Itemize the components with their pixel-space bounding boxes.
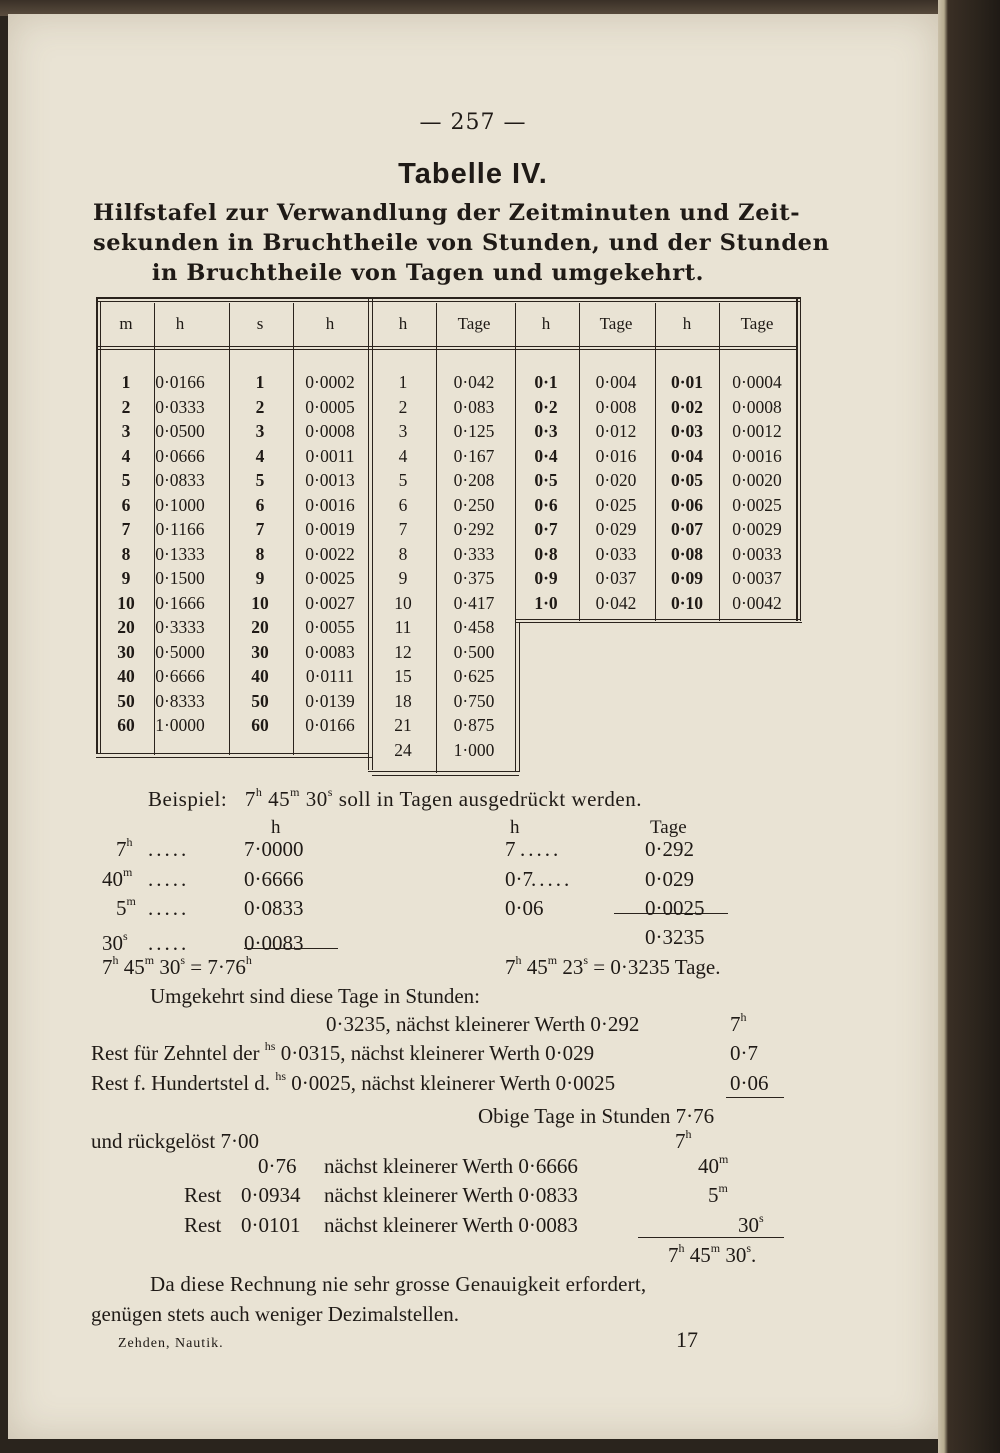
left-total-value: 7·76 (207, 955, 246, 979)
hundredth-hour-cell: 0·09 (670, 568, 704, 588)
minute-cell: 5 (121, 470, 131, 490)
second-hours-cell: 0·0139 (305, 690, 355, 711)
reverse-detail-value: 0·76 (258, 1154, 297, 1178)
example-left-value: 0·0083 (244, 931, 304, 955)
hour-cell: 3 (398, 421, 408, 441)
minsec-bottom-rule-2 (96, 757, 372, 758)
header-rule-2 (98, 349, 798, 350)
final-sup-m: m (710, 1241, 721, 1255)
decimal-bottom-rule-2 (515, 622, 802, 623)
minute-hours-cell: 1·0000 (155, 715, 205, 735)
sup-h: h (255, 785, 263, 799)
table-header-7: Tage (599, 314, 633, 333)
hour-cell: 7 (398, 519, 408, 539)
hour-days-cell: 0·417 (453, 592, 495, 613)
minute-cell: 1 (121, 372, 131, 392)
minute-cell: 60 (117, 715, 135, 735)
reverse-row-2-text: nächst kleinerer Werth 0·029 (350, 1041, 595, 1065)
sup-m4: m (547, 953, 558, 967)
minute-cell: 2 (121, 396, 131, 417)
hundredth-hour-cell: 0·01 (670, 372, 704, 392)
second-hours-cell: 0·0022 (305, 543, 355, 564)
hundredth-hour-cell: 0·10 (670, 592, 704, 613)
reverse-detail-text: nächst kleinerer Werth 0·0083 (324, 1213, 578, 1237)
minute-hours-cell: 0·3333 (155, 617, 205, 637)
reverse-row-1-result (730, 1012, 747, 1037)
table-header-5: Tage (457, 314, 491, 333)
minute-cell: 20 (117, 617, 135, 637)
second-cell: 8 (255, 543, 265, 564)
second-hours-cell: 0·0005 (305, 396, 355, 417)
second-hours-cell: 0·0002 (305, 372, 355, 392)
book-page (8, 14, 938, 1439)
right-sum: 0·3235 (645, 925, 705, 949)
second-hours-cell: 0·0111 (305, 666, 355, 686)
second-cell: 5 (255, 470, 265, 490)
right-total (505, 955, 720, 980)
minute-cell: 8 (121, 543, 131, 564)
example-left-dots: ..... (148, 896, 190, 920)
table-header-2: s (256, 314, 264, 333)
hundredth-days-cell: 0·0020 (732, 470, 782, 490)
tenth-hour-cell: 0·5 (534, 470, 558, 490)
minute-hours-cell: 0·6666 (155, 666, 205, 686)
second-hours-cell: 0·0027 (305, 592, 355, 613)
hours-bottom-rule (368, 771, 519, 772)
hour-days-cell: 0·125 (453, 421, 495, 441)
minute-hours-cell: 0·0333 (155, 396, 205, 417)
hundredth-days-cell: 0·0016 (732, 445, 782, 466)
example-seconds: 30 (305, 787, 328, 811)
hour-days-cell: 0·208 (453, 470, 495, 490)
right-total-m: 45 (526, 955, 548, 979)
example-right-dots: ..... (531, 867, 573, 891)
sup-h4: h (515, 953, 522, 967)
tenth-hour-cell: 0·8 (534, 543, 558, 564)
final-m: 45 (689, 1243, 711, 1267)
reverse-detail-value: 0·0934 (241, 1183, 301, 1207)
second-hours-cell: 0·0166 (305, 715, 355, 735)
hour-cell: 1 (398, 372, 408, 392)
example-right-hours: 0·06 (505, 896, 544, 920)
right-total-s: 23 (562, 955, 584, 979)
second-cell: 4 (255, 445, 265, 466)
second-cell: 7 (255, 519, 265, 539)
example-minutes: 45 (268, 787, 291, 811)
conversion-table (8, 14, 938, 774)
hundredth-hour-cell: 0·08 (670, 543, 704, 564)
hour-days-cell: 0·167 (453, 445, 495, 466)
hundredth-days-cell: 0·0037 (732, 568, 782, 588)
col-label-h-left: h (271, 817, 281, 838)
hundredth-hour-cell: 0·07 (670, 519, 704, 539)
minute-hours-cell: 0·0500 (155, 421, 205, 441)
hour-days-cell: 0·042 (453, 372, 495, 392)
table-top-rule (96, 297, 800, 299)
sup-m: m (290, 785, 301, 799)
second-hours-cell: 0·0016 (305, 494, 355, 515)
subtitle-line-1: Hilfstafel zur Verwandlung der Zeitminuten und Zeit- (93, 200, 801, 226)
minute-cell: 3 (121, 421, 131, 441)
minute-hours-cell: 0·0666 (155, 445, 205, 466)
example-left-dots: ..... (148, 837, 190, 861)
reverse-row-2-value: 0·0315, (280, 1041, 346, 1065)
example-intro (148, 787, 642, 812)
example-left-dots: ..... (148, 931, 190, 955)
rueck-line: und rückgelöst 7·00 (91, 1129, 259, 1153)
subtitle-line-2: sekunden in Bruchtheile von Stunden, und der Stunden (93, 230, 830, 256)
minute-cell: 30 (117, 641, 135, 662)
second-hours-cell: 0·0019 (305, 519, 355, 539)
hour-cell: 10 (394, 592, 412, 613)
hours-bottom-rule-2 (372, 775, 519, 776)
sup-h3: h (245, 953, 252, 967)
reverse-detail-result: 40$^m$ (698, 1152, 729, 1178)
tenth-days-cell: 0·042 (595, 592, 637, 613)
example-left-label: 7$^h$ (116, 835, 133, 861)
hour-days-cell: 0·375 (453, 568, 495, 588)
footer-author: Zehden, Nautik. (118, 1336, 224, 1351)
example-right-days: 0·0025 (645, 896, 705, 920)
table-top-rule-inner (96, 301, 800, 302)
minsec-bottom-rule (96, 753, 368, 754)
example-right-days: 0·029 (645, 867, 694, 891)
decimal-bottom-rule (515, 619, 800, 620)
obige-line: Obige Tage in Stunden 7·76 (478, 1104, 715, 1128)
hour-days-cell: 0·750 (453, 690, 495, 711)
rueck-res: 7 (675, 1129, 686, 1153)
reverse-row-2-pre: Rest für Zehntel der (91, 1041, 260, 1065)
book-spine (938, 0, 1000, 1453)
tenth-hour-cell: 0·9 (534, 568, 558, 588)
col-label-tage: Tage (650, 817, 687, 838)
reverse-row-1-text: nächst kleinerer Werth 0·292 (396, 1012, 640, 1036)
reverse-row-3-result: 0·06 (730, 1071, 769, 1095)
hour-days-cell: 0·333 (453, 543, 495, 564)
example-right-hours: 7 (505, 837, 516, 861)
closing-line-1: Da diese Rechnung nie sehr grosse Genauigkeit erfordert, (150, 1272, 647, 1296)
table-header-6: h (541, 314, 551, 333)
r1-res: 7 (730, 1012, 741, 1036)
reverse-detail-pre: Rest (184, 1213, 222, 1237)
tenth-days-cell: 0·016 (595, 445, 637, 466)
reverse-detail-text: nächst kleinerer Werth 0·0833 (324, 1183, 578, 1207)
hour-days-cell: 1·000 (453, 739, 495, 760)
left-total: 7$^h$ 45$^m$ $30^s = 7\cdot 76^h$ (102, 953, 252, 979)
second-cell: 30 (251, 641, 269, 662)
hour-days-cell: 0·875 (453, 715, 495, 735)
tenth-days-cell: 0·020 (595, 470, 637, 490)
reverse-detail-text: nächst kleinerer Werth 0·6666 (324, 1154, 578, 1178)
example-right-days: 0·292 (645, 837, 694, 861)
hundredth-days-cell: 0·0025 (732, 494, 782, 515)
rueck-sup: h (685, 1127, 692, 1141)
tenth-hour-cell: 0·7 (534, 519, 558, 539)
r1-sup: h (740, 1010, 747, 1024)
sup-h2: h (112, 953, 119, 967)
final-s: 30 (725, 1243, 747, 1267)
example-left-label: 5$^m$ (116, 894, 136, 920)
hundredth-days-cell: 0·0033 (732, 543, 782, 564)
left-total-h: 7 (102, 955, 113, 979)
reverse-row-3-text: nächst kleinerer Werth 0·0025 (361, 1071, 616, 1095)
right-total-value: = 0·3235 Tage. (593, 955, 721, 979)
hour-cell: 15 (394, 666, 412, 686)
example-right-hours: 0·7 (505, 867, 533, 891)
hour-cell: 21 (394, 715, 412, 735)
second-cell: 2 (255, 396, 265, 417)
reverse-detail-pre: Rest (184, 1183, 222, 1207)
hour-cell: 8 (398, 543, 408, 564)
closing-line-2: genügen stets auch weniger Dezimalstellen. (91, 1302, 459, 1326)
tenth-days-cell: 0·033 (595, 543, 637, 564)
second-hours-cell: 0·0008 (305, 421, 355, 441)
reverse-row-2-result: 0·7 (730, 1041, 758, 1065)
hour-days-cell: 0·625 (453, 666, 495, 686)
table-header-0: m (119, 314, 133, 333)
minute-cell: 4 (121, 445, 131, 466)
table-header-1: h (175, 314, 185, 333)
minute-cell: 6 (121, 494, 131, 515)
second-cell: 6 (255, 494, 265, 515)
second-hours-cell: 0·0083 (305, 641, 355, 662)
second-cell: 9 (255, 568, 265, 588)
example-left-value: 0·6666 (244, 867, 304, 891)
final-sup-h: h (678, 1241, 685, 1255)
hour-days-cell: 0·500 (453, 641, 495, 662)
hour-cell: 11 (394, 617, 412, 637)
sup-s: s (327, 785, 333, 799)
reverse-row-1 (326, 1012, 639, 1037)
hundredth-days-cell: 0·0042 (732, 592, 782, 613)
minute-hours-cell: 0·5000 (155, 641, 205, 662)
table-header-4: h (398, 314, 408, 333)
hour-cell: 6 (398, 494, 408, 515)
hour-cell: 9 (398, 568, 408, 588)
header-rule (98, 346, 798, 347)
hour-days-cell: 0·083 (453, 396, 495, 417)
second-cell: 1 (255, 372, 265, 392)
second-hours-cell: 0·0055 (305, 617, 355, 637)
minute-hours-cell: 0·0833 (155, 470, 205, 490)
example-left-label: 30$^s$ (102, 929, 128, 955)
minute-hours-cell: 0·1000 (155, 494, 205, 515)
right-total-h: 7 (505, 955, 516, 979)
tenth-hour-cell: 0·4 (534, 445, 558, 466)
example-hours: 7 (244, 787, 256, 811)
example-right-dots: ..... (520, 837, 562, 861)
final-result: 7$^h$ 45$^m$ 30$^s$. (668, 1241, 757, 1267)
hour-cell: 18 (394, 690, 412, 711)
minute-cell: 7 (121, 519, 131, 539)
final-h: 7 (668, 1243, 679, 1267)
tenth-hour-cell: 1·0 (534, 592, 558, 613)
second-cell: 10 (251, 592, 269, 613)
col-label-h-right: h (510, 817, 520, 838)
hour-cell: 12 (394, 641, 412, 662)
minute-hours-cell: 0·1500 (155, 568, 205, 588)
tenth-hour-cell: 0·6 (534, 494, 558, 515)
final-sup-s: s (746, 1241, 752, 1255)
hundredth-hour-cell: 0·03 (670, 421, 704, 441)
minute-hours-cell: 0·8333 (155, 690, 205, 711)
reverse-detail-result: 5$^m$ (708, 1181, 728, 1207)
second-cell: 60 (251, 715, 269, 735)
example-label: Beispiel: (148, 787, 228, 811)
rueck-result (675, 1129, 692, 1154)
tenth-hour-cell: 0·1 (534, 372, 558, 392)
second-cell: 3 (255, 421, 265, 441)
tenth-days-cell: 0·008 (595, 396, 637, 417)
hour-cell: 24 (394, 739, 412, 760)
minute-cell: 50 (117, 690, 135, 711)
tenth-days-cell: 0·029 (595, 519, 637, 539)
reverse-row-3-presup: hs (275, 1069, 286, 1083)
minute-cell: 10 (117, 592, 135, 613)
hundredth-hour-cell: 0·06 (670, 494, 704, 515)
hour-cell: 5 (398, 470, 408, 490)
hour-days-cell: 0·292 (453, 519, 495, 539)
reverse-intro: Umgekehrt sind diese Tage in Stunden: (150, 984, 481, 1008)
example-intro-rest: soll in Tagen ausgedrückt werden. (338, 787, 642, 811)
sup-s4: s (583, 953, 589, 967)
example-left-value: 0·0833 (244, 896, 304, 920)
second-hours-cell: 0·0011 (305, 445, 355, 466)
tenth-days-cell: 0·037 (595, 568, 637, 588)
hundredth-days-cell: 0·0012 (732, 421, 782, 441)
hour-cell: 4 (398, 445, 408, 466)
reverse-detail-result: 30$^s$ (738, 1211, 764, 1237)
table-header-3: h (325, 314, 335, 333)
hundredth-days-cell: 0·0008 (732, 396, 782, 417)
second-cell: 40 (251, 666, 269, 686)
hour-cell: 2 (398, 396, 408, 417)
second-cell: 50 (251, 690, 269, 711)
second-hours-cell: 0·0013 (305, 470, 355, 490)
reverse-detail-value: 0·0101 (241, 1213, 301, 1237)
table-title: Tabelle IV. (398, 158, 548, 190)
minute-cell: 9 (121, 568, 131, 588)
minute-cell: 40 (117, 666, 135, 686)
table-header-9: Tage (740, 314, 774, 333)
minute-hours-cell: 0·1666 (155, 592, 205, 613)
reverse-row-2 (91, 1041, 594, 1066)
reverse-row-2-presup: hs (264, 1039, 276, 1053)
subtitle-line-3: in Bruchtheile von Tagen und umgekehrt. (151, 260, 705, 286)
reverse-rule-1 (726, 1097, 784, 1098)
minute-hours-cell: 0·0166 (155, 372, 205, 392)
hundredth-hour-cell: 0·02 (670, 396, 704, 417)
hour-days-cell: 0·250 (453, 494, 495, 515)
left-total-s: 30 (159, 955, 181, 979)
sup-s2: s (180, 953, 186, 967)
tenth-hour-cell: 0·3 (534, 421, 558, 441)
tenth-days-cell: 0·012 (595, 421, 637, 441)
sup-m2: m (144, 953, 155, 967)
tenth-days-cell: 0·004 (595, 372, 637, 392)
table-header-8: h (682, 314, 692, 333)
hundredth-hour-cell: 0·04 (670, 445, 704, 466)
left-total-m: 45 (123, 955, 145, 979)
minute-hours-cell: 0·1333 (155, 543, 205, 564)
example-left-value: 7·0000 (244, 837, 304, 861)
reverse-row-3-value: 0·0025, (291, 1071, 356, 1095)
tenth-hour-cell: 0·2 (534, 396, 558, 417)
page-number: — 257 — (419, 110, 527, 135)
reverse-row-1-value: 0·3235, (326, 1012, 391, 1036)
tenth-days-cell: 0·025 (595, 494, 637, 515)
minute-hours-cell: 0·1166 (155, 519, 205, 539)
reverse-row-3-pre: Rest f. Hundertstel d. (91, 1071, 271, 1095)
hour-days-cell: 0·458 (453, 617, 495, 637)
hundredth-days-cell: 0·0029 (732, 519, 782, 539)
hundredth-days-cell: 0·0004 (732, 372, 782, 392)
footer-signature: 17 (676, 1327, 698, 1352)
second-hours-cell: 0·0025 (305, 568, 355, 588)
second-cell: 20 (251, 617, 269, 637)
reverse-row-3 (91, 1071, 615, 1096)
example-left-label: 40$^m$ (102, 865, 133, 891)
hundredth-hour-cell: 0·05 (670, 470, 704, 490)
example-left-dots: ..... (148, 867, 190, 891)
